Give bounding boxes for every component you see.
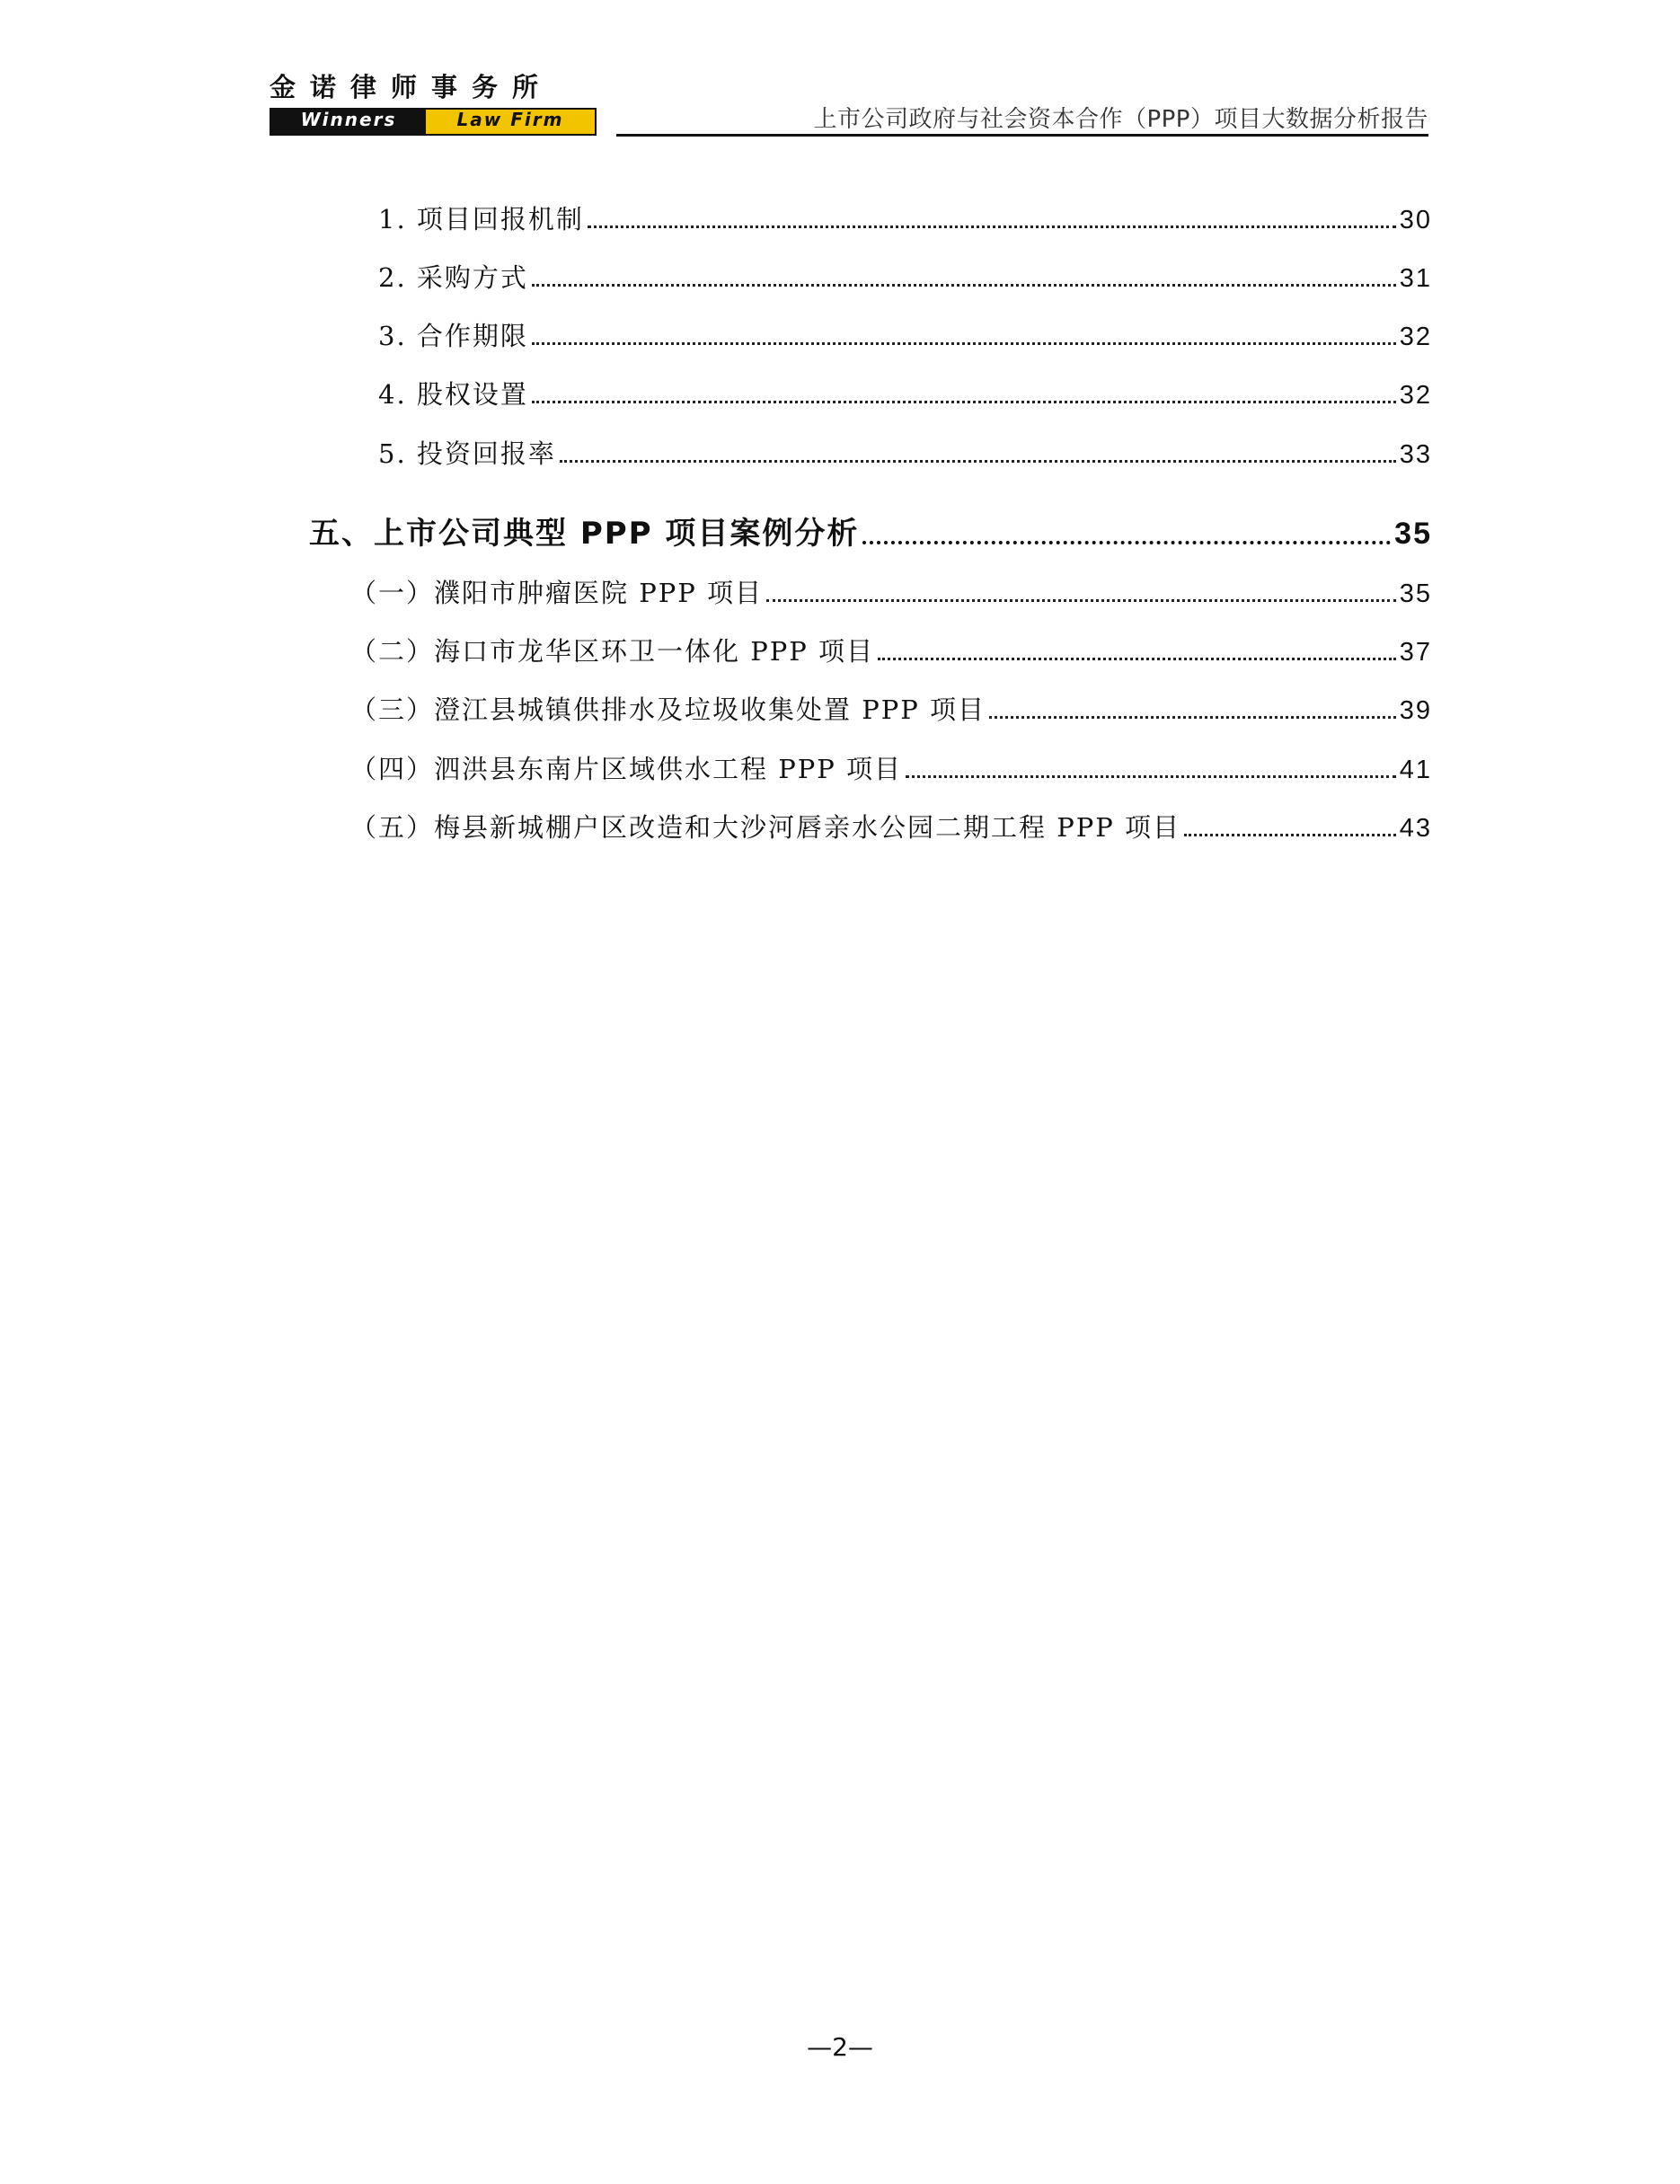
toc-entry-page: 30: [1399, 206, 1432, 234]
toc-section-label: （五）梅县新城棚户区改造和大沙河唇亲水公园二期工程 PPP 项目: [350, 812, 1180, 843]
toc-chapter-page: 35: [1394, 517, 1432, 551]
firm-logo: [270, 72, 597, 136]
toc-entry-page: 32: [1399, 381, 1432, 410]
firm-logo-law-firm: Law Firm: [426, 110, 595, 134]
toc-section-entry[interactable]: [350, 573, 1432, 610]
toc-leader-dots: [1184, 834, 1396, 836]
report-header-title: 上市公司政府与社会资本合作（PPP）项目大数据分析报告: [813, 106, 1428, 133]
toc-chapter-label: 五、上市公司典型 PPP 项目案例分析: [309, 516, 860, 552]
toc-section-label: （二）海口市龙华区环卫一体化 PPP 项目: [350, 636, 874, 667]
toc-section-entry[interactable]: [350, 808, 1432, 844]
toc-section-page: 41: [1399, 756, 1432, 784]
toc-entry-label: 4. 股权设置: [378, 379, 528, 410]
toc-entry[interactable]: [378, 375, 1432, 411]
toc-section-entry[interactable]: [350, 632, 1432, 668]
toc-leader-dots: [532, 401, 1396, 403]
toc-entry-label: 3. 合作期限: [378, 321, 528, 351]
toc-entry-label: 2. 采购方式: [378, 262, 528, 293]
toc-section-label: （四）泗洪县东南片区域供水工程 PPP 项目: [350, 754, 902, 784]
toc-leader-dots: [878, 658, 1396, 660]
toc-leader-dots: [906, 775, 1396, 778]
toc-entry-label: 1. 项目回报机制: [378, 204, 584, 234]
toc-leader-dots: [532, 342, 1396, 345]
toc-entry-page: 31: [1399, 264, 1432, 293]
firm-logo-winners: Winners: [271, 110, 426, 134]
toc-section-entry[interactable]: [350, 690, 1432, 727]
toc-leader-dots: [862, 541, 1391, 544]
toc-chapter-entry[interactable]: [309, 508, 1432, 553]
toc-section-page: 37: [1399, 638, 1432, 667]
toc-section-entry[interactable]: [350, 749, 1432, 786]
toc-section-label: （一）濮阳市肿瘤医院 PPP 项目: [350, 578, 763, 608]
toc-entry-page: 32: [1399, 323, 1432, 351]
firm-logo-english-bar: [270, 108, 597, 136]
toc-section-page: 43: [1399, 814, 1432, 843]
toc-leader-dots: [766, 599, 1396, 602]
toc-leader-dots: [989, 716, 1396, 719]
toc-section-page: 39: [1399, 696, 1432, 725]
toc-section-page: 35: [1399, 579, 1432, 608]
toc-entry[interactable]: [378, 316, 1432, 353]
toc-entry[interactable]: [378, 258, 1432, 295]
header-divider: [616, 134, 1428, 137]
page-number: —2—: [807, 2032, 873, 2062]
toc-entry-label: 5. 投资回报率: [378, 438, 556, 469]
toc-entry[interactable]: [378, 199, 1432, 236]
toc-entry[interactable]: [378, 434, 1432, 471]
toc-leader-dots: [532, 284, 1396, 287]
toc-entry-page: 33: [1399, 440, 1432, 469]
toc-leader-dots: [588, 225, 1396, 228]
toc-section-label: （三）澄江县城镇供排水及垃圾收集处置 PPP 项目: [350, 694, 986, 725]
toc-leader-dots: [560, 460, 1396, 463]
firm-logo-chinese-name: 金诺律师事务所: [270, 72, 553, 102]
